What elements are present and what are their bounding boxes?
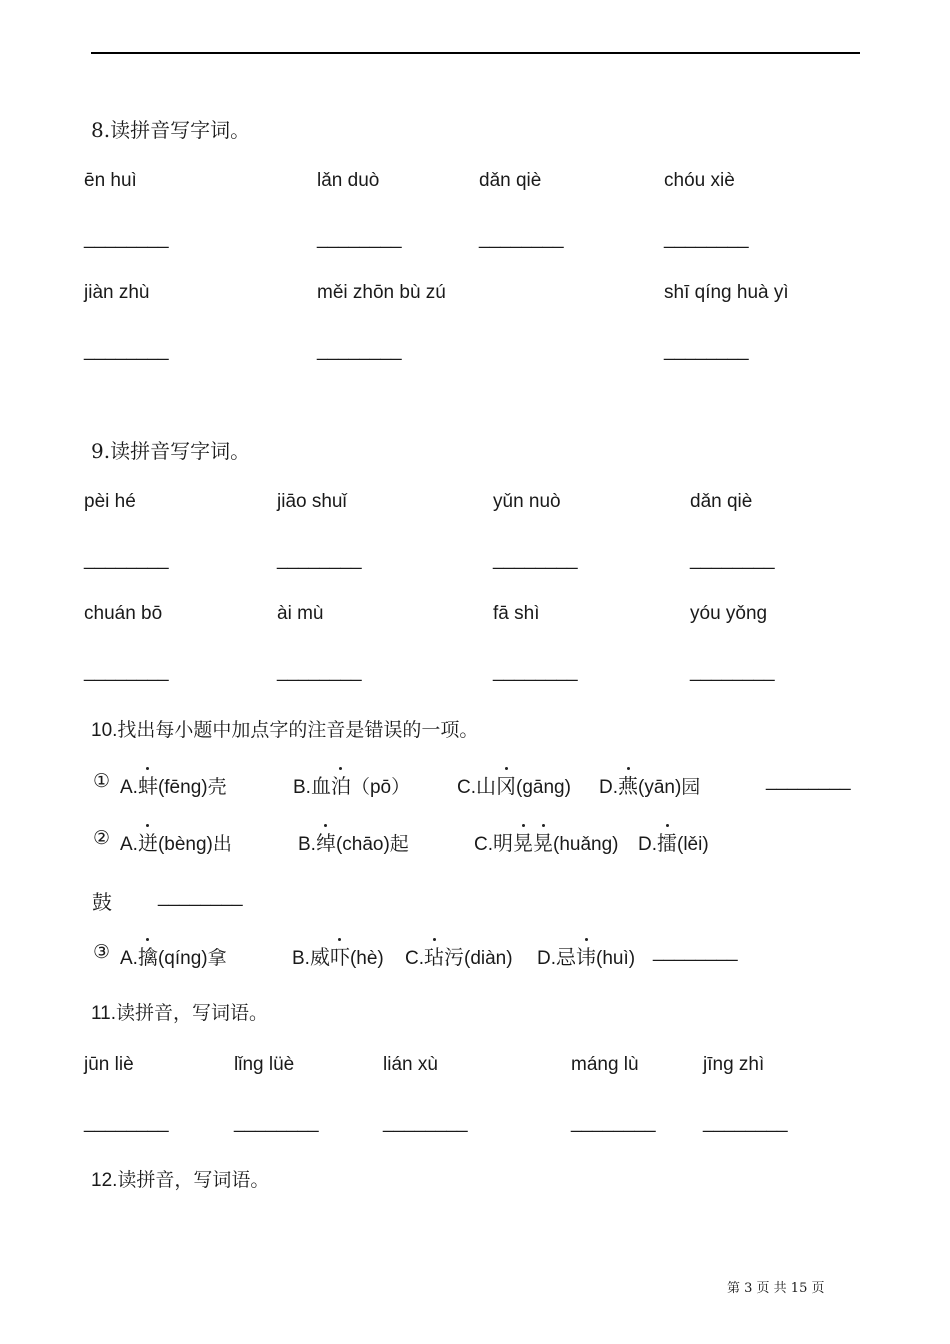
q11-answer-blank-1[interactable]: ________ bbox=[84, 1112, 169, 1133]
q9-pinyin-8: yóu yǒng bbox=[690, 603, 768, 624]
q8-pinyin-5: jiàn zhù bbox=[84, 282, 150, 303]
q8-answer-blank-4[interactable]: ________ bbox=[664, 228, 749, 249]
q8-answer-blank-7[interactable]: ________ bbox=[664, 340, 749, 361]
q10-item3-answer-blank[interactable]: ________ bbox=[653, 941, 738, 962]
q10-item3-option-c[interactable]: C.玷污(diàn) bbox=[405, 941, 513, 970]
q8-title: 8.读拼音写字词。 bbox=[91, 118, 251, 142]
q9-answer-blank-8[interactable]: ________ bbox=[690, 661, 775, 682]
q8-pinyin-6: měi zhōn bù zú bbox=[317, 282, 446, 303]
q10-item2-number: ② bbox=[93, 828, 111, 849]
header-rule bbox=[91, 52, 860, 54]
q8-pinyin-7: shī qíng huà yì bbox=[664, 282, 789, 303]
q10-item3-option-d[interactable]: D.忌讳(huì) bbox=[537, 941, 635, 970]
q10-item2-option-c[interactable]: C.明晃晃(huǎng) bbox=[474, 827, 619, 856]
q10-item3-number: ③ bbox=[93, 942, 111, 963]
page-number-footer: 第 3 页 共 15 页 bbox=[727, 1281, 825, 1296]
q10-item3-option-b[interactable]: B.威吓(hè) bbox=[292, 941, 384, 970]
q10-title: 10.找出每小题中加点字的注音是错误的一项。 bbox=[91, 720, 479, 741]
q10-item1-option-d[interactable]: D.燕(yān)园 bbox=[599, 770, 700, 799]
q10-item3-option-a[interactable]: A.擒(qíng)拿 bbox=[120, 941, 227, 970]
q11-pinyin-4: máng lù bbox=[571, 1054, 639, 1075]
q9-pinyin-3: yǔn nuò bbox=[493, 491, 561, 512]
q8-answer-blank-2[interactable]: ________ bbox=[317, 228, 402, 249]
q8-pinyin-1: ēn huì bbox=[84, 170, 137, 191]
q11-answer-blank-4[interactable]: ________ bbox=[571, 1112, 656, 1133]
q8-answer-blank-5[interactable]: ________ bbox=[84, 340, 169, 361]
q11-answer-blank-3[interactable]: ________ bbox=[383, 1112, 468, 1133]
q9-pinyin-7: fā shì bbox=[493, 603, 540, 624]
q9-answer-blank-6[interactable]: ________ bbox=[277, 661, 362, 682]
q8-answer-blank-3[interactable]: ________ bbox=[479, 228, 564, 249]
q10-item2-option-a[interactable]: A.迸(bèng)出 bbox=[120, 827, 232, 856]
q9-answer-blank-3[interactable]: ________ bbox=[493, 549, 578, 570]
q10-item1-option-b[interactable]: B.血泊（pō） bbox=[293, 770, 410, 799]
q12-title: 12.读拼音，写词语。 bbox=[91, 1170, 270, 1191]
q11-pinyin-1: jūn liè bbox=[84, 1054, 134, 1075]
q11-pinyin-2: lǐng lüè bbox=[234, 1054, 295, 1075]
q9-pinyin-1: pèi hé bbox=[84, 491, 136, 512]
q8-answer-blank-6[interactable]: ________ bbox=[317, 340, 402, 361]
q9-pinyin-4: dǎn qiè bbox=[690, 491, 753, 512]
q11-answer-blank-5[interactable]: ________ bbox=[703, 1112, 788, 1133]
q8-pinyin-3: dǎn qiè bbox=[479, 170, 542, 191]
q10-item2-option-d[interactable]: D.擂(lěi) bbox=[638, 827, 709, 856]
q10-item1-answer-blank[interactable]: ________ bbox=[766, 770, 851, 791]
q9-answer-blank-2[interactable]: ________ bbox=[277, 549, 362, 570]
q11-pinyin-5: jīng zhì bbox=[703, 1054, 765, 1075]
q11-answer-blank-2[interactable]: ________ bbox=[234, 1112, 319, 1133]
q8-answer-blank-1[interactable]: ________ bbox=[84, 228, 169, 249]
q9-answer-blank-1[interactable]: ________ bbox=[84, 549, 169, 570]
q11-pinyin-3: lián xù bbox=[383, 1054, 438, 1075]
q11-title: 11.读拼音，写词语。 bbox=[91, 1003, 269, 1024]
q10-item2-option-d-continued: 鼓 bbox=[92, 890, 112, 914]
q9-pinyin-2: jiāo shuǐ bbox=[277, 491, 347, 512]
q8-pinyin-4: chóu xiè bbox=[664, 170, 735, 191]
q10-item1-number: ① bbox=[93, 771, 111, 792]
q10-item2-option-b[interactable]: B.绰(chāo)起 bbox=[298, 827, 409, 856]
q10-item1-option-a[interactable]: A.蚌(fēng)壳 bbox=[120, 770, 227, 799]
q9-pinyin-6: ài mù bbox=[277, 603, 324, 624]
q9-answer-blank-7[interactable]: ________ bbox=[493, 661, 578, 682]
q9-answer-blank-4[interactable]: ________ bbox=[690, 549, 775, 570]
q10-item2-answer-blank[interactable]: ________ bbox=[158, 886, 243, 907]
q8-pinyin-2: lǎn duò bbox=[317, 170, 380, 191]
q10-item1-option-c[interactable]: C.山冈(gāng) bbox=[457, 770, 571, 799]
q9-pinyin-5: chuán bō bbox=[84, 603, 163, 624]
q9-answer-blank-5[interactable]: ________ bbox=[84, 661, 169, 682]
q9-title: 9.读拼音写字词。 bbox=[91, 439, 251, 463]
